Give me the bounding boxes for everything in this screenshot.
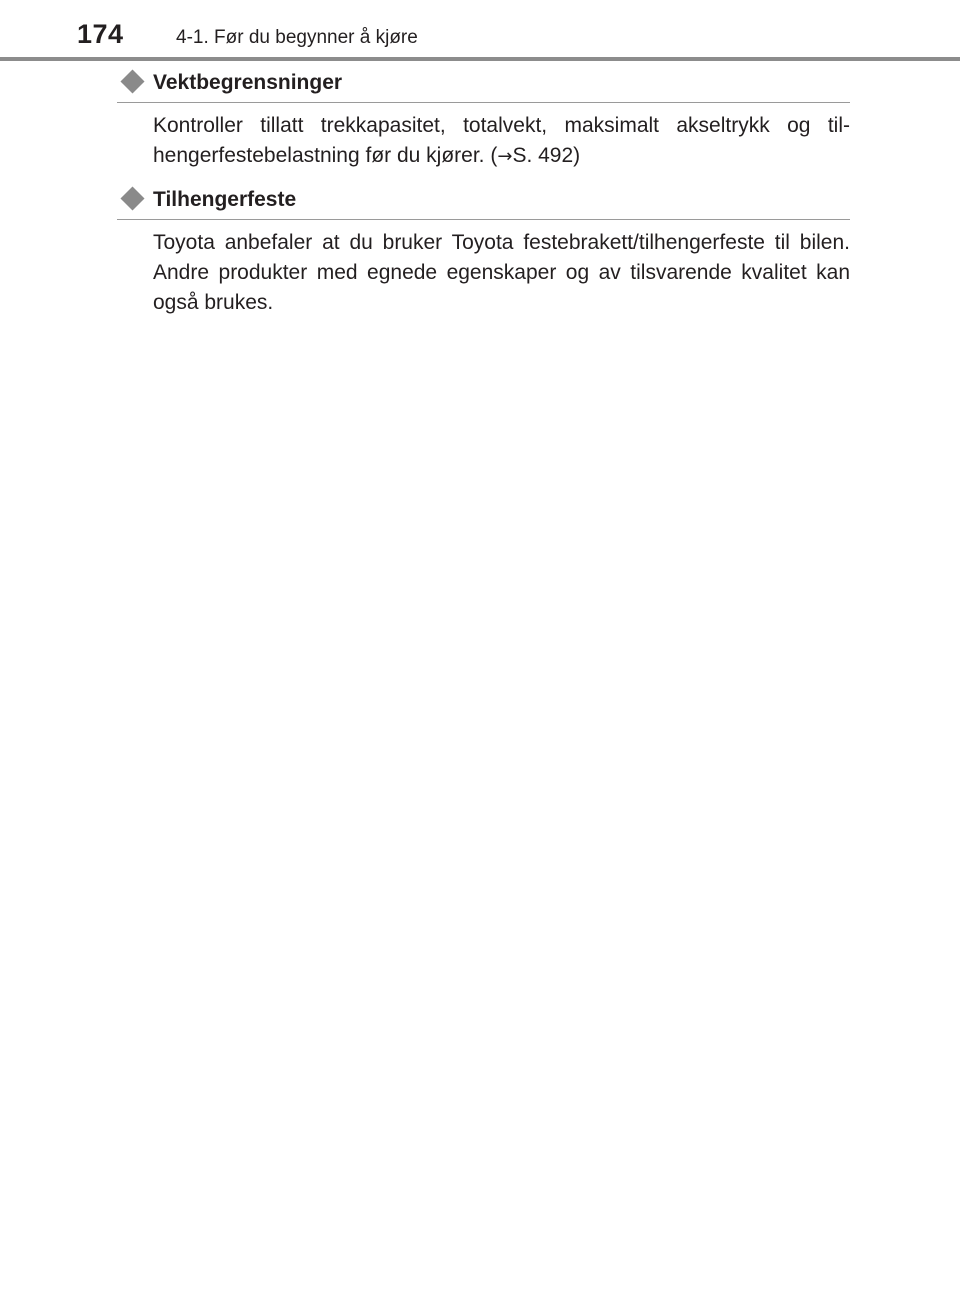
section-heading-text: Tilhengerfeste [153,188,297,211]
section-vektbegrensninger [117,66,850,172]
section-body [153,111,850,172]
diamond-bullet-icon [120,186,144,210]
section-heading [117,183,850,220]
page-number: 174 [77,19,124,49]
section-tilhengerfeste [117,183,850,318]
section-heading [117,66,850,103]
header-rule [0,57,960,61]
chapter-title: 4-1. Før du begynner å kjøre [176,27,418,48]
page-reference: S. 492) [512,144,581,167]
body-text: Kontroller tillatt trekkapasitet, totalvekt, maksimalt akseltrykk og til-hengerfestebelastning før du kjører. ( [153,114,850,167]
arrow-icon: → [497,146,513,167]
section-body: Toyota anbefaler at du bruker Toyota festebrakett/tilhengerfeste til bilen. Andre produkter med egnede egenskaper og av tilsvarende kvalitet kan også brukes. [153,231,850,314]
diamond-bullet-icon [120,69,144,93]
section-heading-text: Vektbegrensninger [153,71,343,94]
